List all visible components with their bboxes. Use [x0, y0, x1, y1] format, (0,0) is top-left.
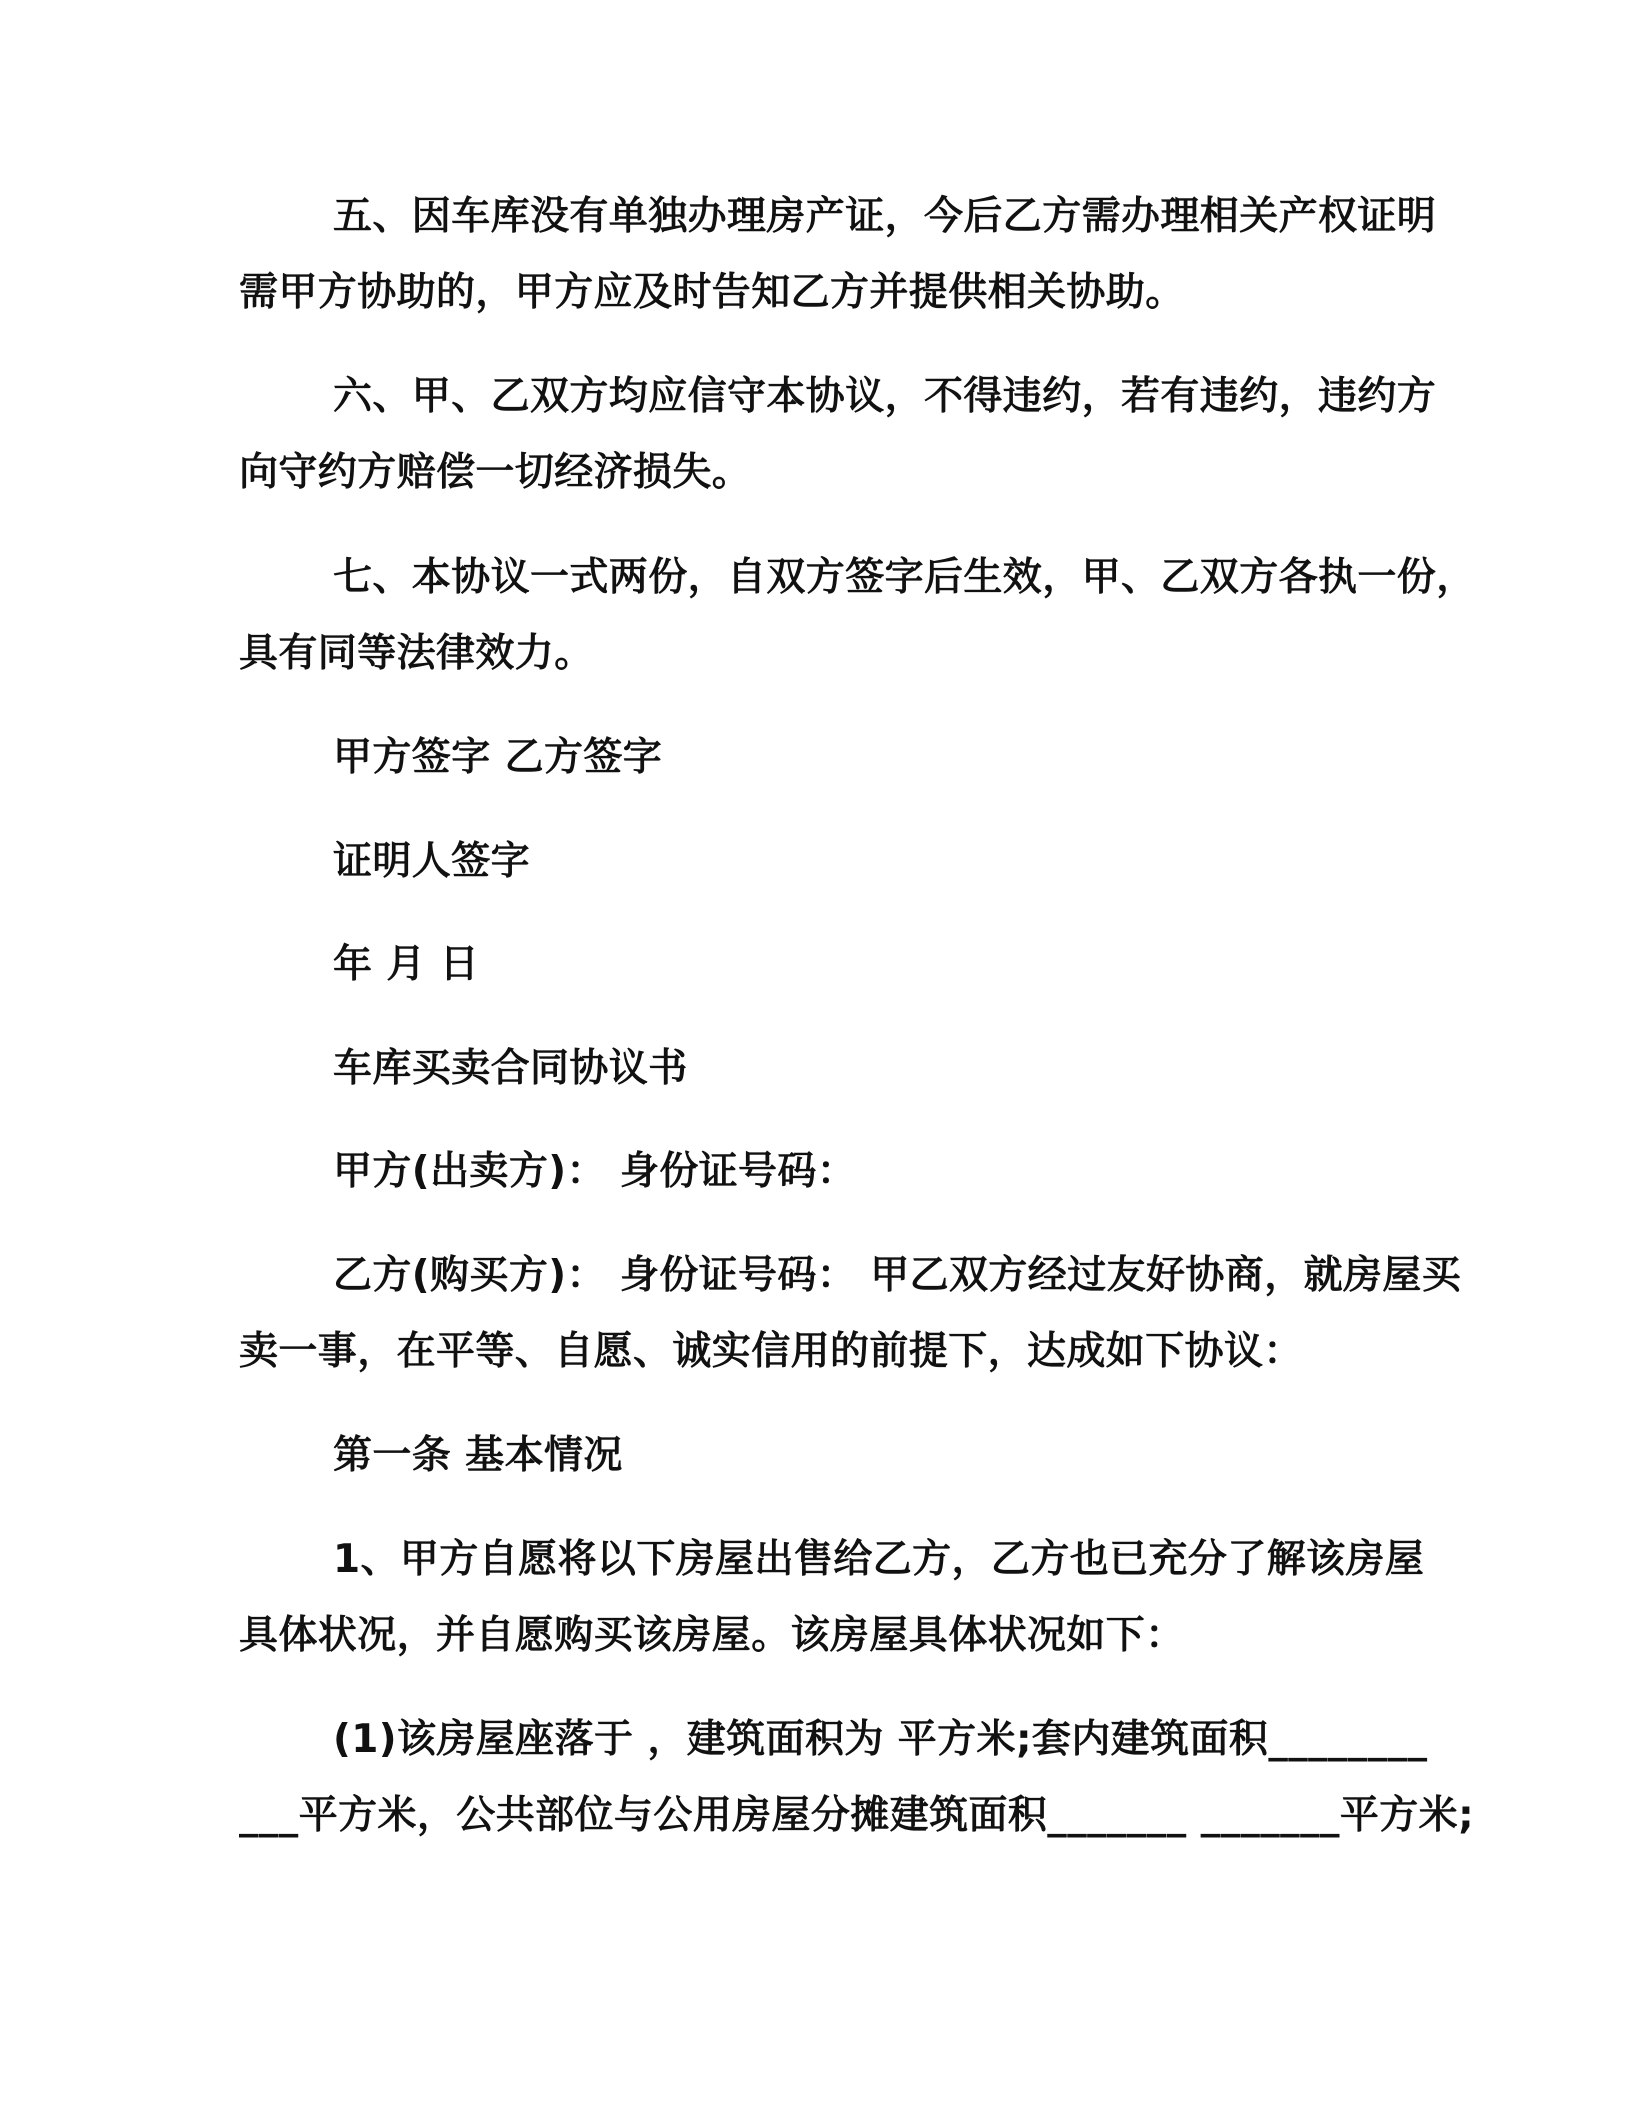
contract-title: 车库买卖合同协议书	[333, 1046, 688, 1091]
item-1-line-1: 1、甲方自愿将以下房屋出售给乙方，乙方也已充分了解该房屋	[333, 1537, 1425, 1582]
party-a-line: 甲方(出卖方)： 身份证号码：	[333, 1149, 857, 1194]
paragraph-6-line-1: 六、甲、乙双方均应信守本协议，不得违约，若有违约，违约方	[333, 374, 1437, 419]
party-b-line-2: 卖一事，在平等、自愿、诚实信用的前提下，达成如下协议：	[239, 1329, 1303, 1374]
date-line: 年 月 日	[333, 942, 480, 987]
paragraph-5-line-1: 五、因车库没有单独办理房产证，今后乙方需办理相关产权证明	[333, 194, 1437, 239]
witness-signature-line: 证明人签字	[333, 839, 531, 884]
paragraph-5-line-2: 需甲方协助的，甲方应及时告知乙方并提供相关协助。	[239, 270, 1185, 315]
item-1-1-line-2: ___平方米，公共部位与公用房屋分摊建筑面积_______ _______平方米;	[239, 1793, 1475, 1838]
article-1-heading: 第一条 基本情况	[333, 1433, 623, 1478]
item-1-1-line-1: (1)该房屋座落于 ，建筑面积为 平方米;套内建筑面积________	[333, 1717, 1428, 1762]
paragraph-7-line-2: 具有同等法律效力。	[239, 631, 594, 676]
paragraph-7-line-1: 七、本协议一式两份，自双方签字后生效，甲、乙双方各执一份，	[333, 555, 1476, 600]
paragraph-6-line-2: 向守约方赔偿一切经济损失。	[239, 450, 752, 495]
party-b-line-1: 乙方(购买方)： 身份证号码： 甲乙双方经过友好协商，就房屋买	[333, 1253, 1462, 1298]
item-1-line-2: 具体状况，并自愿购买该房屋。该房屋具体状况如下：	[239, 1613, 1185, 1658]
signatures-line: 甲方签字 乙方签字	[333, 735, 663, 780]
